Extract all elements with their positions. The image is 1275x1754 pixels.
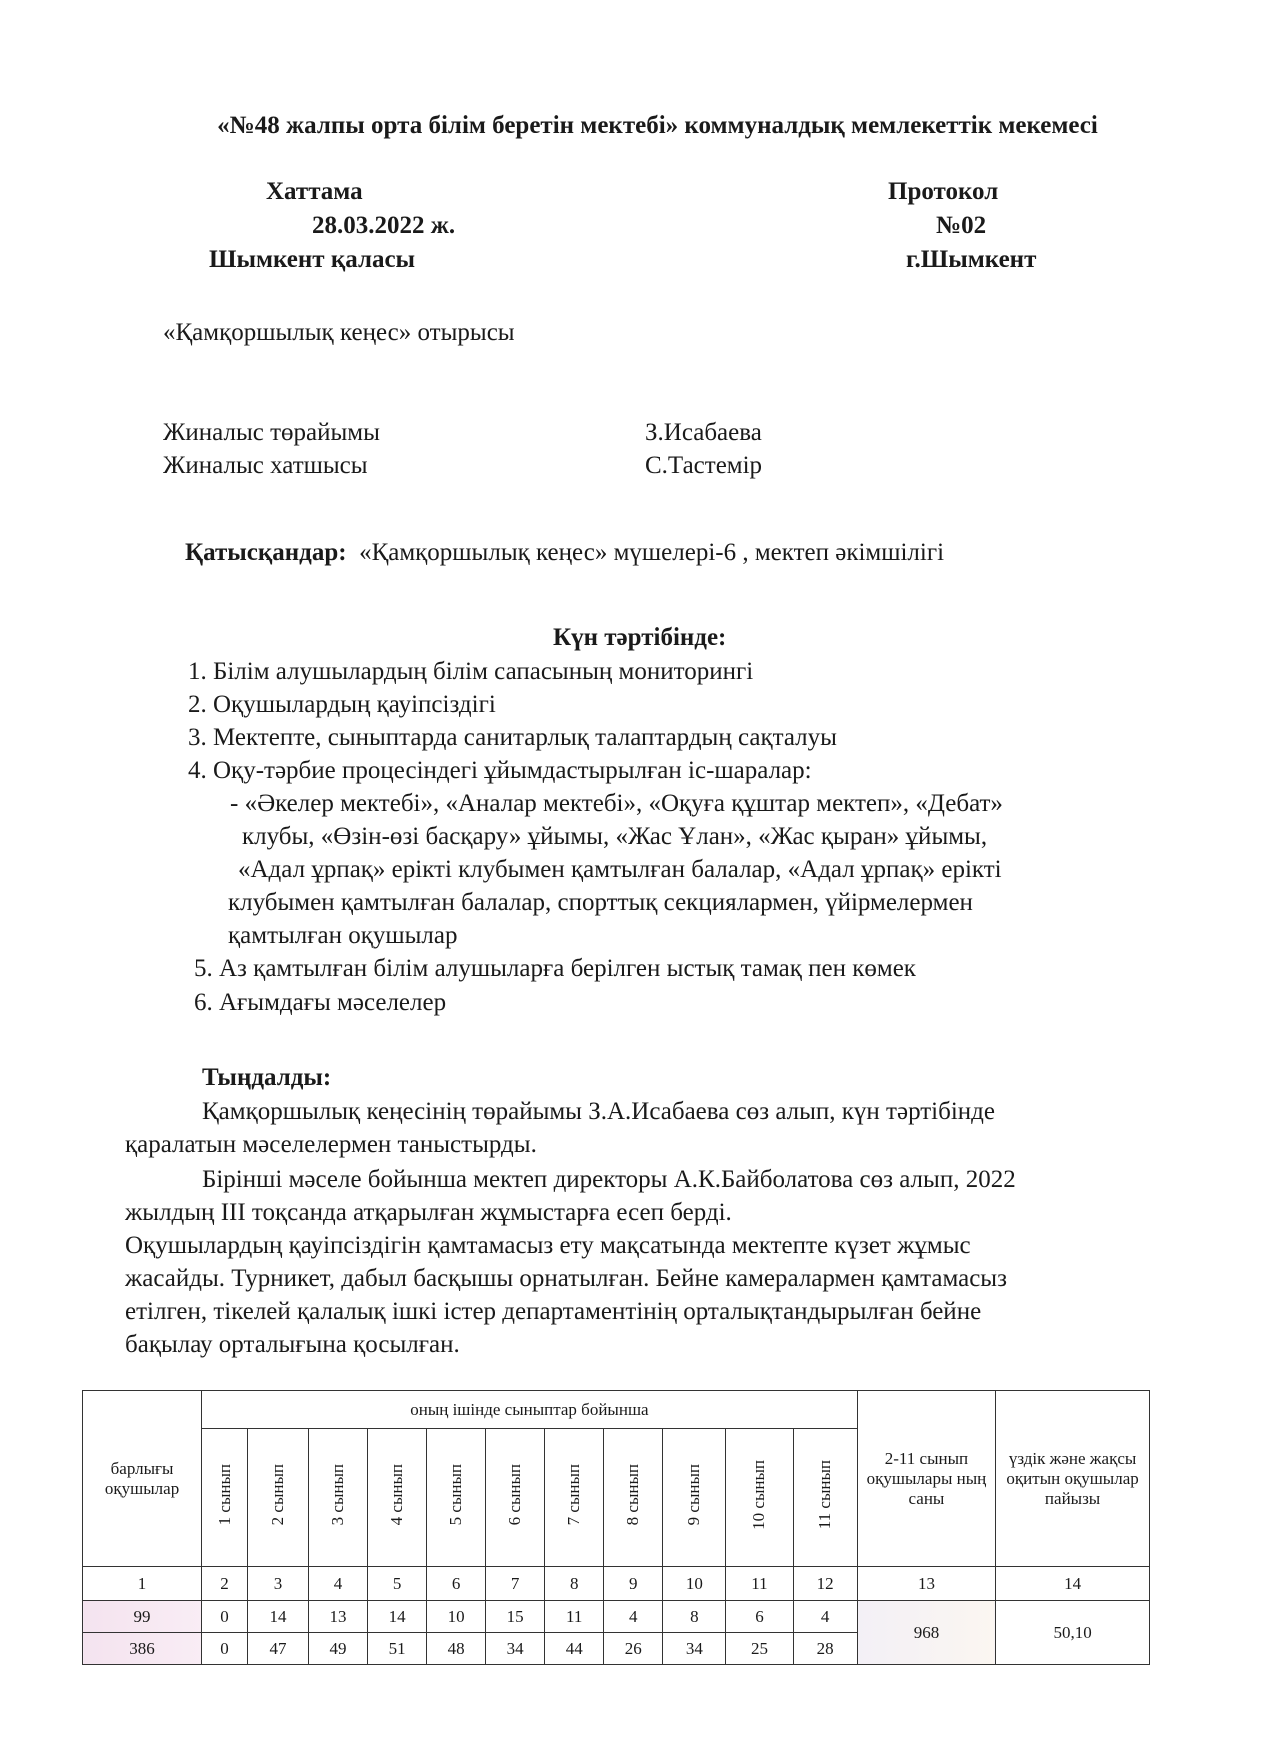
left-city: Шымкент қаласы — [209, 246, 416, 273]
heard-line: жылдың ІІІ тоқсанда атқарылған жұмыстарға есеп берді. — [125, 1199, 732, 1226]
header-students-2-11: 2-11 сынып оқушылары ның саны — [857, 1391, 995, 1567]
col-number: 14 — [996, 1567, 1150, 1601]
right-city: г.Шымкент — [906, 246, 1037, 273]
col-number: 7 — [486, 1567, 545, 1601]
header-grade-group: оның ішінде сыныптар бойынша — [202, 1391, 858, 1429]
table-cell: 13 — [309, 1601, 368, 1633]
agenda-item: 6. Ағымдағы мәселелер — [194, 989, 447, 1016]
heard-line: Бірінші мәселе бойынша мектеп директоры А.К.Байболатова сөз алып, 2022 — [202, 1166, 1016, 1193]
table-cell: 6 — [726, 1601, 793, 1633]
col-number: 3 — [247, 1567, 308, 1601]
table-cell: 47 — [247, 1633, 308, 1665]
chair-label: Жиналыс төрайымы — [163, 419, 380, 446]
heard-title: Тыңдалды: — [202, 1064, 332, 1091]
heard-line: Оқушылардың қауіпсіздігін қамтамасыз ету мақсатында мектепте күзет жұмыс — [125, 1232, 971, 1259]
header-total-students: барлығы оқушылар — [83, 1391, 202, 1567]
header-grade: 9 сынып — [663, 1429, 726, 1567]
heard-line: етілген, тікелей қалалық ішкі істер департаментінің орталықтандырылған бейне — [125, 1298, 982, 1325]
table-row — [83, 1601, 1150, 1633]
table-cell: 49 — [309, 1633, 368, 1665]
header-grade: 2 сынып — [247, 1429, 308, 1567]
right-title: Протокол — [888, 178, 999, 205]
agenda-title: Күн тәртібінде: — [553, 624, 727, 651]
agenda-subitem: қамтылған оқушылар — [228, 922, 458, 949]
agenda-item: 5. Аз қамтылған білім алушыларға берілген ыстық тамақ пен көмек — [194, 955, 916, 982]
table-cell: 28 — [793, 1633, 857, 1665]
col-number: 9 — [604, 1567, 663, 1601]
col-number: 1 — [83, 1567, 202, 1601]
institution-title: «№48 жалпы орта білім беретін мектебі» коммуналдық мемлекеттік мекемесі — [217, 112, 1098, 139]
header-grade: 11 сынып — [793, 1429, 857, 1567]
header-grade: 6 сынып — [486, 1429, 545, 1567]
left-date: 28.03.2022 ж. — [312, 212, 456, 239]
column-number-row — [83, 1567, 1150, 1601]
table-cell: 99 — [83, 1601, 202, 1633]
agenda-item: 4. Оқу-тәрбие процесіндегі ұйымдастырылған іс-шаралар: — [188, 757, 812, 784]
students-2-11-value: 968 — [857, 1601, 995, 1665]
header-grade: 5 сынып — [427, 1429, 486, 1567]
agenda-subitem: клубымен қамтылған балалар, спорттық секциялармен, үйірмелермен — [228, 889, 973, 916]
table-cell: 386 — [83, 1633, 202, 1665]
table-cell: 4 — [604, 1601, 663, 1633]
col-number: 11 — [726, 1567, 793, 1601]
header-grade: 10 сынып — [726, 1429, 793, 1567]
chair-name: З.Исабаева — [645, 419, 762, 446]
header-grade: 7 сынып — [545, 1429, 604, 1567]
agenda-item: 2. Оқушылардың қауіпсіздігі — [188, 691, 496, 718]
table-cell: 14 — [247, 1601, 308, 1633]
col-number: 2 — [202, 1567, 248, 1601]
table-cell: 4 — [793, 1601, 857, 1633]
header-grade: 1 сынып — [202, 1429, 248, 1567]
table-cell: 0 — [202, 1601, 248, 1633]
heard-line: Қамқоршылық кеңесінің төрайымы З.А.Исабаева сөз алып, күн тәртібінде — [202, 1098, 995, 1125]
col-number: 12 — [793, 1567, 857, 1601]
right-number: №02 — [936, 212, 987, 239]
table-cell: 25 — [726, 1633, 793, 1665]
excellent-pct-value: 50,10 — [996, 1601, 1150, 1665]
attendees-text: «Қамқоршылық кеңес» мүшелері-6 , мектеп әкімшілігі — [359, 539, 945, 566]
table-cell: 10 — [427, 1601, 486, 1633]
table-cell: 15 — [486, 1601, 545, 1633]
col-number: 8 — [545, 1567, 604, 1601]
col-number: 4 — [309, 1567, 368, 1601]
attendees-line — [185, 536, 944, 569]
header-grade: 8 сынып — [604, 1429, 663, 1567]
heard-line: жасайды. Турникет, дабыл басқышы орнатылған. Бейне камералармен қамтамасыз — [125, 1265, 1007, 1292]
table-cell: 44 — [545, 1633, 604, 1665]
col-number: 5 — [368, 1567, 427, 1601]
agenda-item: 3. Мектепте, сыныптарда санитарлық талаптардың сақталуы — [188, 724, 837, 751]
table-cell: 11 — [545, 1601, 604, 1633]
header-grade: 3 сынып — [309, 1429, 368, 1567]
header-grade: 4 сынып — [368, 1429, 427, 1567]
agenda-subitem: «Адал ұрпақ» ерікті клубымен қамтылған балалар, «Адал ұрпақ» ерікті — [238, 856, 1002, 883]
col-number: 6 — [427, 1567, 486, 1601]
meeting-name: «Қамқоршылық кеңес» отырысы — [163, 319, 515, 346]
table-cell: 34 — [486, 1633, 545, 1665]
header-excellent-pct: үздік және жақсы оқитын оқушылар пайызы — [996, 1391, 1150, 1567]
left-title: Хаттама — [266, 178, 363, 205]
statistics-table — [82, 1390, 1150, 1665]
heard-line: бақылау орталығына қосылған. — [125, 1331, 460, 1358]
secretary-label: Жиналыс хатшысы — [163, 452, 368, 479]
col-number: 13 — [857, 1567, 995, 1601]
agenda-subitem: клубы, «Өзін-өзі басқару» ұйымы, «Жас Ұлан», «Жас қыран» ұйымы, — [242, 823, 988, 850]
attendees-label: Қатысқандар: — [185, 539, 347, 566]
table-cell: 26 — [604, 1633, 663, 1665]
table-cell: 51 — [368, 1633, 427, 1665]
table-cell: 0 — [202, 1633, 248, 1665]
table-cell: 8 — [663, 1601, 726, 1633]
heard-line: қаралатын мәселелермен таныстырды. — [125, 1131, 537, 1158]
table-cell: 14 — [368, 1601, 427, 1633]
agenda-subitem: - «Әкелер мектебі», «Аналар мектебі», «Оқуға құштар мектеп», «Дебат» — [230, 790, 1003, 817]
table-cell: 48 — [427, 1633, 486, 1665]
secretary-name: С.Тастемір — [645, 452, 763, 479]
table-cell: 34 — [663, 1633, 726, 1665]
col-number: 10 — [663, 1567, 726, 1601]
agenda-item: 1. Білім алушылардың білім сапасының мониторингі — [188, 658, 754, 685]
